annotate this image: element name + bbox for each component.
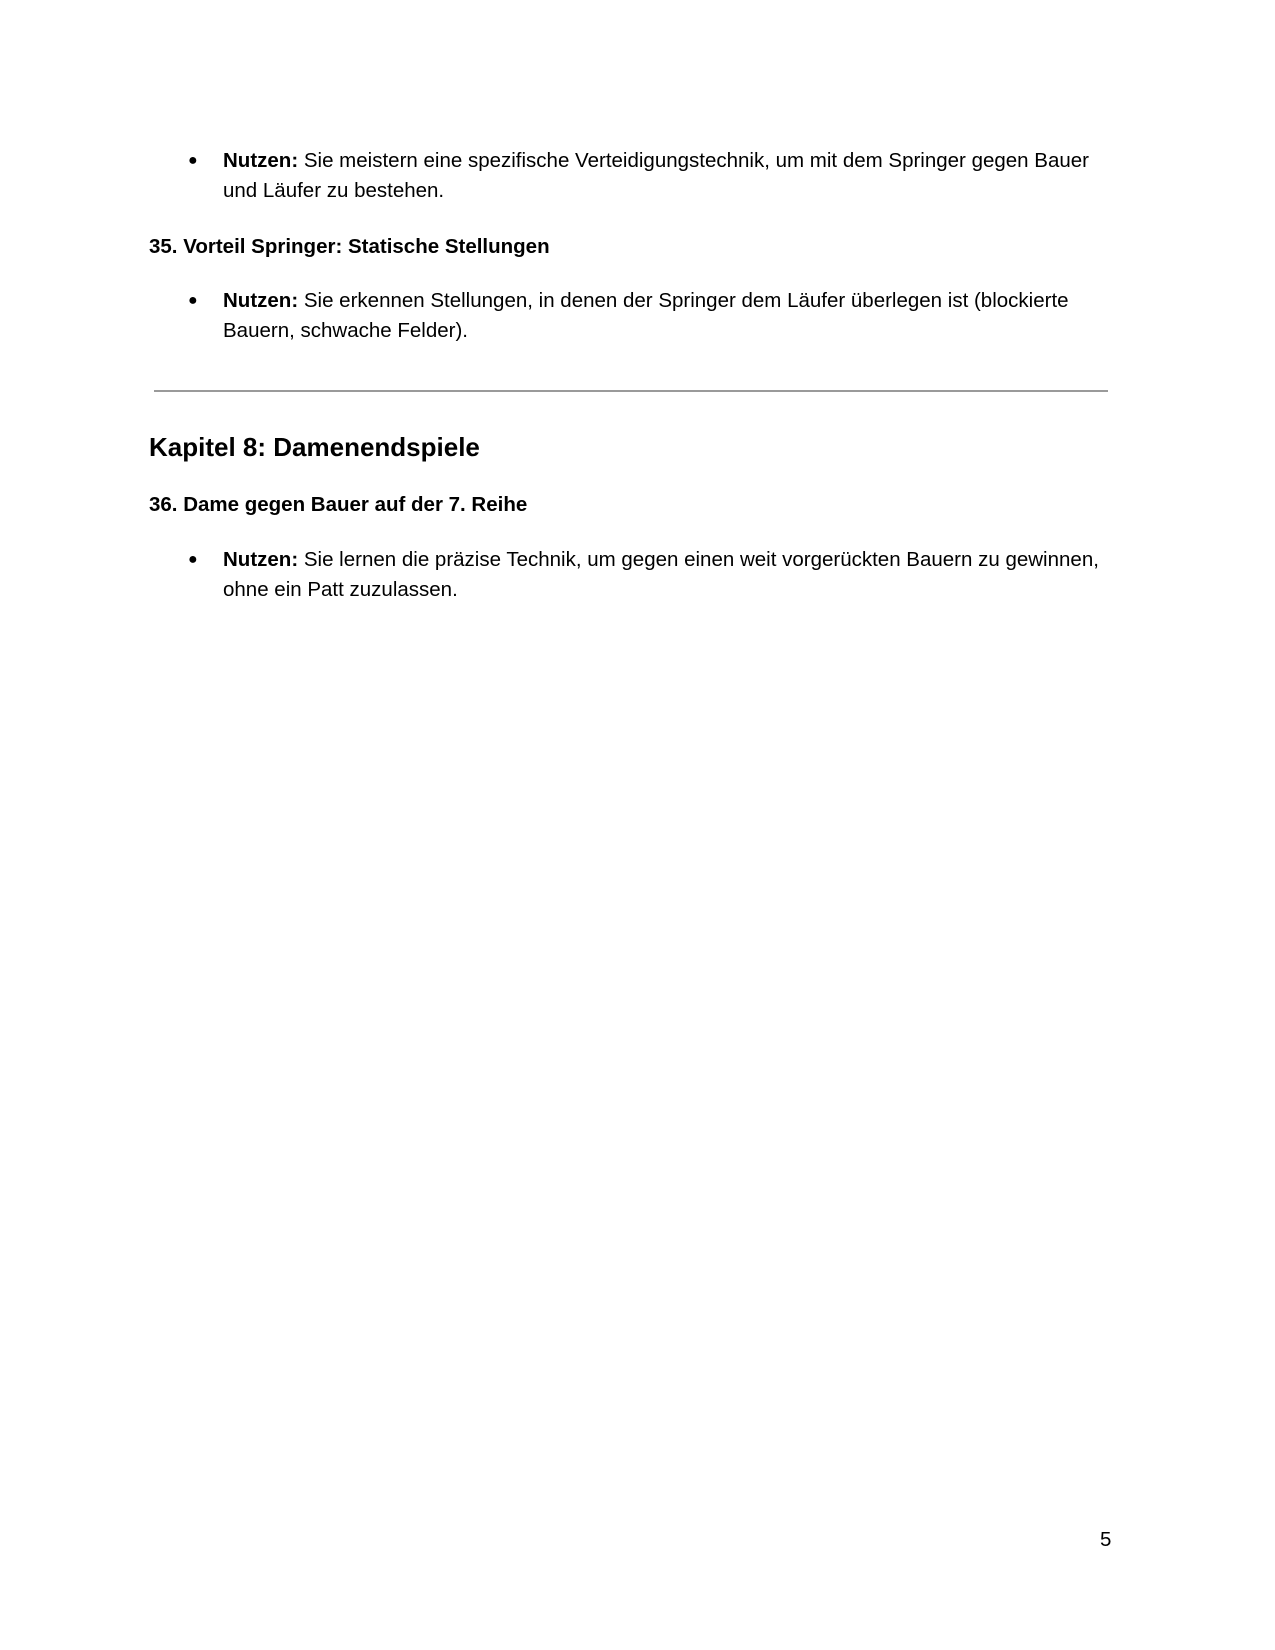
list-item (223, 146, 1123, 206)
section-heading-36: 36. Dame gegen Bauer auf der 7. Reihe (149, 493, 528, 516)
horizontal-rule (154, 390, 1108, 392)
list-item (223, 286, 1093, 346)
bullet-icon: ● (188, 152, 198, 169)
item-label: Nutzen: (223, 149, 299, 172)
bullet-icon: ● (188, 292, 198, 309)
item-label: Nutzen: (223, 548, 299, 571)
section-heading-35: 35. Vorteil Springer: Statische Stellungen (149, 235, 550, 258)
item-text: Sie erkennen Stellungen, in denen der Springer dem Läufer überlegen ist (blockierte Bauern, schwache Felder). (223, 289, 1069, 342)
chapter-heading: Kapitel 8: Damenendspiele (149, 432, 480, 462)
page-number: 5 (1100, 1528, 1112, 1551)
bullet-icon: ● (188, 551, 198, 568)
list-item (223, 545, 1103, 605)
item-text: Sie lernen die präzise Technik, um gegen einen weit vorgerückten Bauern zu gewinnen, ohne ein Patt zuzulassen. (223, 548, 1099, 601)
item-label: Nutzen: (223, 289, 299, 312)
item-text: Sie meistern eine spezifische Verteidigungstechnik, um mit dem Springer gegen Bauer und Läufer zu bestehen. (223, 149, 1089, 202)
